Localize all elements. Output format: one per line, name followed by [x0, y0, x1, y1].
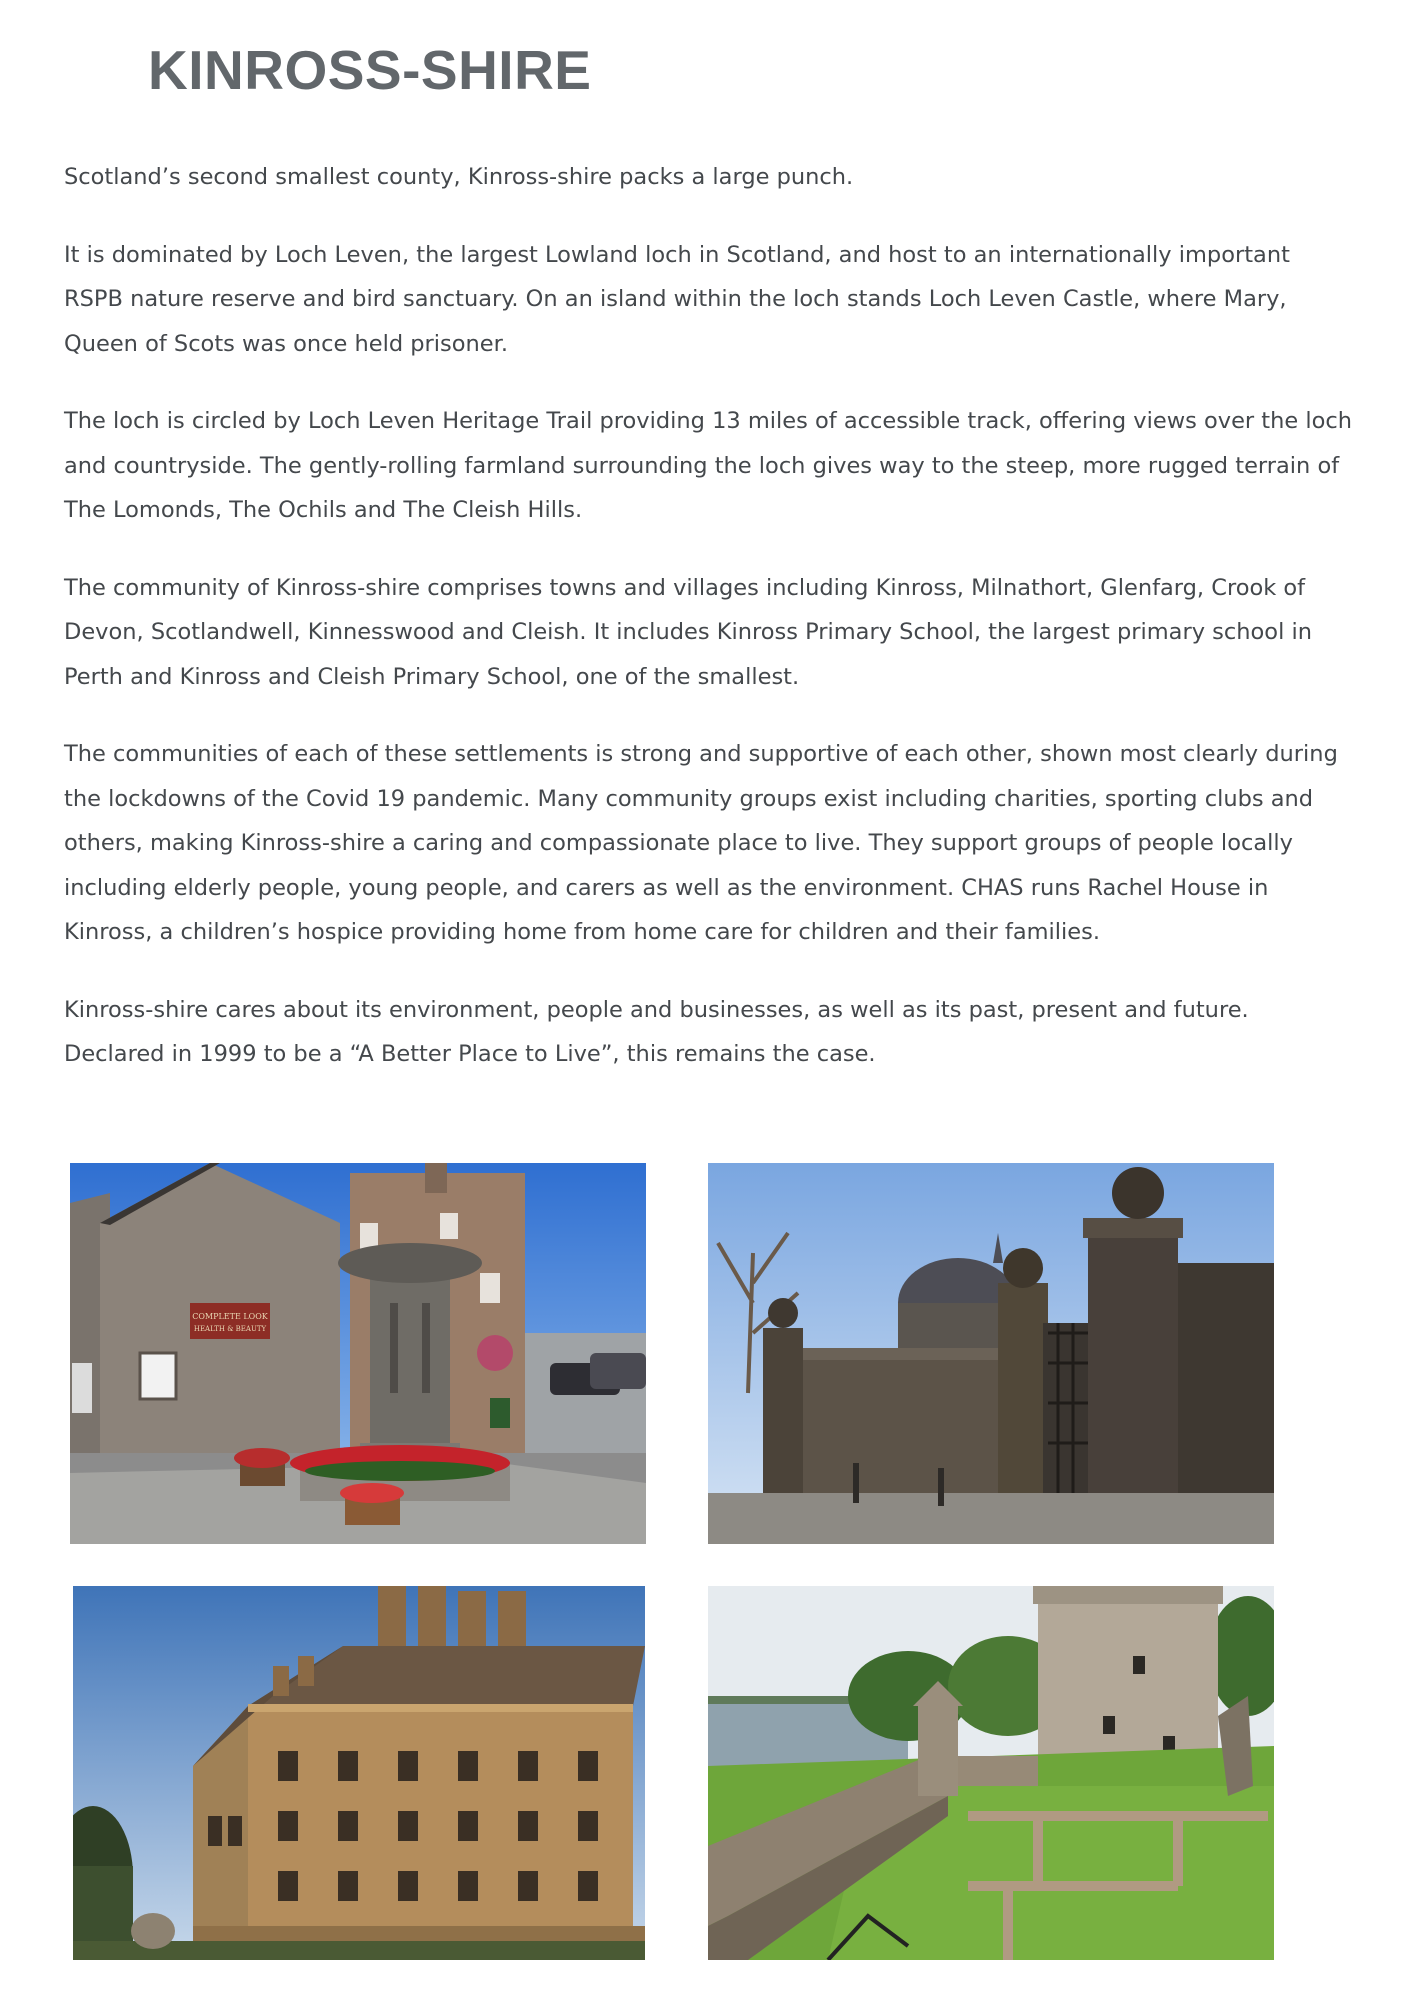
photo-ornate-gates: [708, 1163, 1274, 1544]
paragraph-loch-leven: It is dominated by Loch Leven, the largest Lowland loch in Scotland, and host to an internationally important RSPB nature reserve and bird sanctuary. On an island within the loch stands Loch Leven Castle, where Mary, Queen of Scots was once held prisoner.: [64, 241, 1290, 357]
kinross-house-image: [73, 1586, 645, 1960]
ornate-gates-image: [708, 1163, 1274, 1544]
loch-leven-castle-image: [708, 1586, 1274, 1960]
shop-sign-text: COMPLETE LOOK: [192, 1312, 268, 1321]
paragraph-intro: Scotland’s second smallest county, Kinross-shire packs a large punch.: [64, 164, 854, 190]
photo-kinross-house: [73, 1586, 645, 1960]
body-text: [64, 155, 1354, 1110]
photo-town-fountain: [70, 1163, 646, 1544]
paragraph-community: The community of Kinross-shire comprises towns and villages including Kinross, Milnathort, Glenfarg, Crook of Devon, Scotlandwell, Kinnesswood and Cleish. It includes Kinross Primary School, the largest primary school in Perth and Kinross and Cleish Primary School, one of the smallest.: [64, 574, 1312, 690]
paragraph-better-place: Kinross-shire cares about its environment, people and businesses, as well as its past, present and future. Declared in 1999 to be a “A Better Place to Live”, this remains the case.: [64, 996, 1249, 1067]
svg-text:HEALTH & BEAUTY: HEALTH & BEAUTY: [193, 1325, 267, 1333]
town-fountain-image: [70, 1163, 646, 1544]
page-title: KINROSS-SHIRE: [148, 39, 592, 101]
photo-loch-leven-castle: [708, 1586, 1274, 1960]
paragraph-community-groups: The communities of each of these settlements is strong and supportive of each other, shown most clearly during the lockdowns of the Covid 19 pandemic. Many community groups exist including charities, sporting clubs and others, making Kinross-shire a caring and compassionate place to live. They support groups of people locally including elderly people, young people, and carers as well as the environment. CHAS runs Rachel House in Kinross, a children’s hospice providing home from home care for children and their families.: [64, 741, 1338, 945]
paragraph-heritage-trail: The loch is circled by Loch Leven Heritage Trail providing 13 miles of accessible track, offering views over the loch and countryside. The gently-rolling farmland surrounding the loch gives way to the steep, more rugged terrain of The Lomonds, The Ochils and The Cleish Hills.: [64, 408, 1353, 523]
